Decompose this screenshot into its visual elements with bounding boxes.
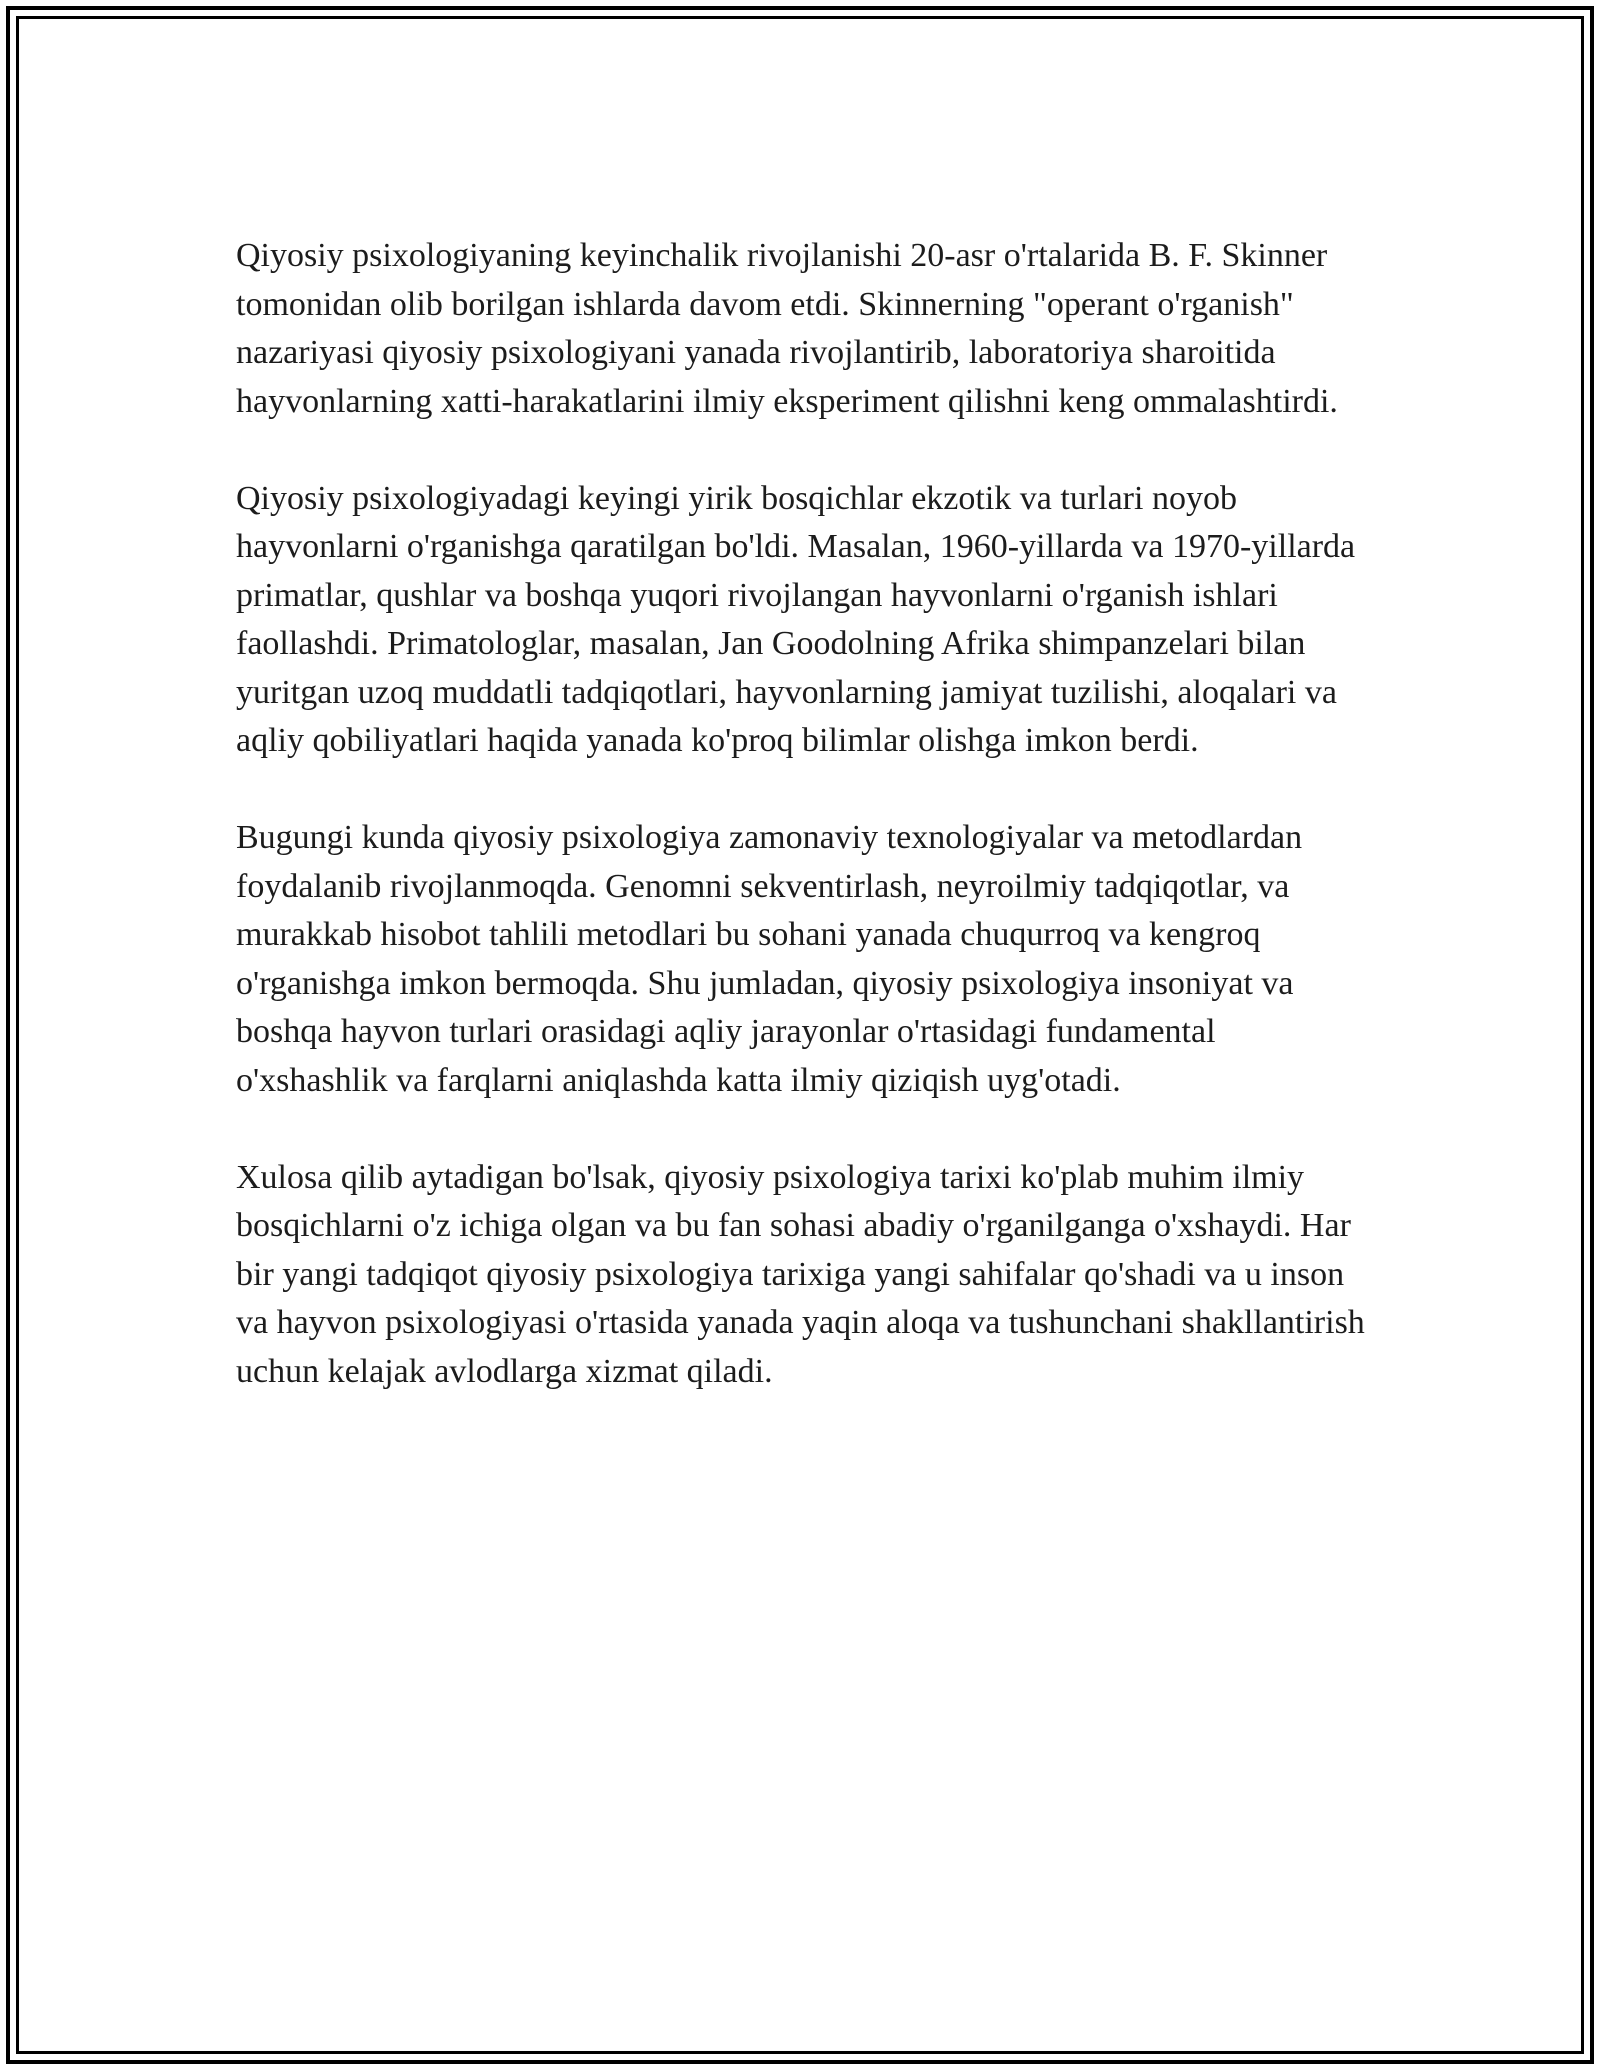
paragraph: Qiyosiy psixologiyadagi keyingi yirik bosqichlar ekzotik va turlari noyob hayvonlarni o'rganishga qaratilgan bo'ldi. Masalan, 1960-yillarda va 1970-yillarda primatlar, qushlar va boshqa yuqori rivojlangan hayvonlarni o'rganish ishlari faollashdi. Primatologlar, masalan, Jan Goodolning Afrika shimpanzelari bilan yuritgan uzoq muddatli tadqiqotlari, hayvonlarning jamiyat tuzilishi, aloqalari va aqliy qobiliyatlari haqida yanada ko'proq bilimlar olishga imkon berdi.: [236, 479, 1356, 759]
document-body: [236, 232, 1366, 1396]
paragraph: Xulosa qilib aytadigan bo'lsak, qiyosiy psixologiya tarixi ko'plab muhim ilmiy bosqichlarni o'z ichiga olgan va bu fan sohasi abadiy o'rganilganga o'xshaydi. Har bir yangi tadqiqot qiyosiy psixologiya tarixiga yangi sahifalar qo'shadi va u inson va hayvon psixologiyasi o'rtasida yanada yaqin aloqa va tushunchani shakllantirish uchun kelajak avlodlarga xizmat qiladi.: [236, 1158, 1365, 1390]
paragraph: Bugungi kunda qiyosiy psixologiya zamonaviy texnologiyalar va metodlardan foydalanib rivojlanmoqda. Genomni sekventirlash, neyroilmiy tadqiqotlar, va murakkab hisobot tahlili metodlari bu sohani yanada chuqurroq va kengroq o'rganishga imkon bermoqda. Shu jumladan, qiyosiy psixologiya insoniyat va boshqa hayvon turlari orasidagi aqliy jarayonlar o'rtasidagi fundamental o'xshashlik va farqlarni aniqlashda katta ilmiy qiziqish uyg'otadi.: [236, 819, 1303, 1099]
paragraph: Qiyosiy psixologiyaning keyinchalik rivojlanishi 20-asr o'rtalarida B. F. Skinner tomonidan olib borilgan ishlarda davom etdi. Skinnerning "operant o'rganish" nazariyasi qiyosiy psixologiyani yanada rivojlantirib, laboratoriya sharoitida hayvonlarning xatti-harakatlarini ilmiy eksperiment qilishni keng ommalashtirdi.: [236, 237, 1338, 420]
